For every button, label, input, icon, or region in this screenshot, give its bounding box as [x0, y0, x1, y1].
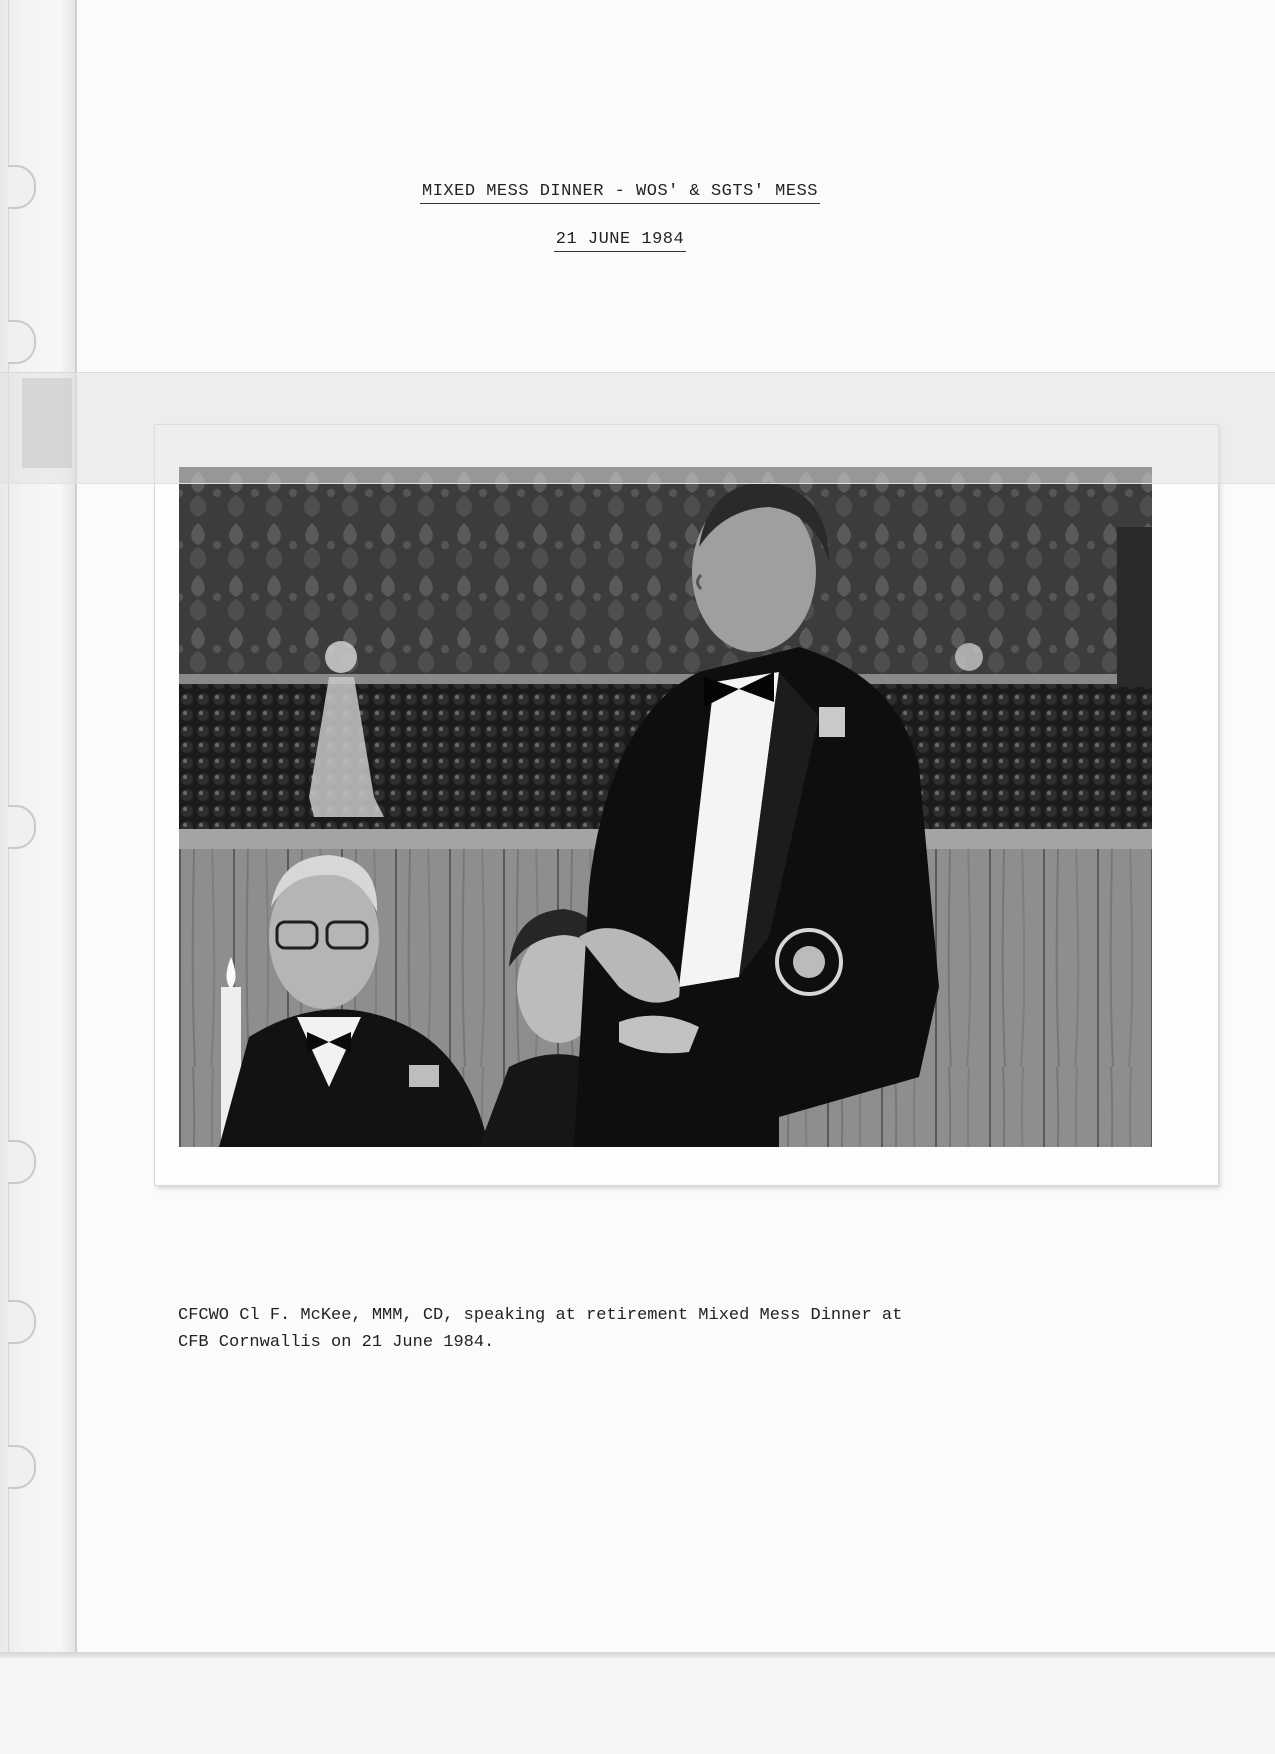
document-date — [0, 230, 1240, 252]
photo-mount — [155, 425, 1218, 1185]
photograph — [179, 467, 1152, 1147]
document-title — [0, 182, 1240, 204]
photo-icon — [179, 467, 1152, 1147]
tape-stripe — [22, 378, 72, 468]
tape-band — [0, 372, 1275, 484]
underlying-page — [0, 1658, 1275, 1754]
document-date-text: 21 JUNE 1984 — [554, 230, 686, 252]
document-title-text: MIXED MESS DINNER - WOS' & SGTS' MESS — [420, 182, 820, 204]
photo-caption: CFCWO Cl F. McKee, MMM, CD, speaking at retirement Mixed Mess Dinner at CFB Cornwallis on 21 June 1984. — [178, 1306, 903, 1352]
